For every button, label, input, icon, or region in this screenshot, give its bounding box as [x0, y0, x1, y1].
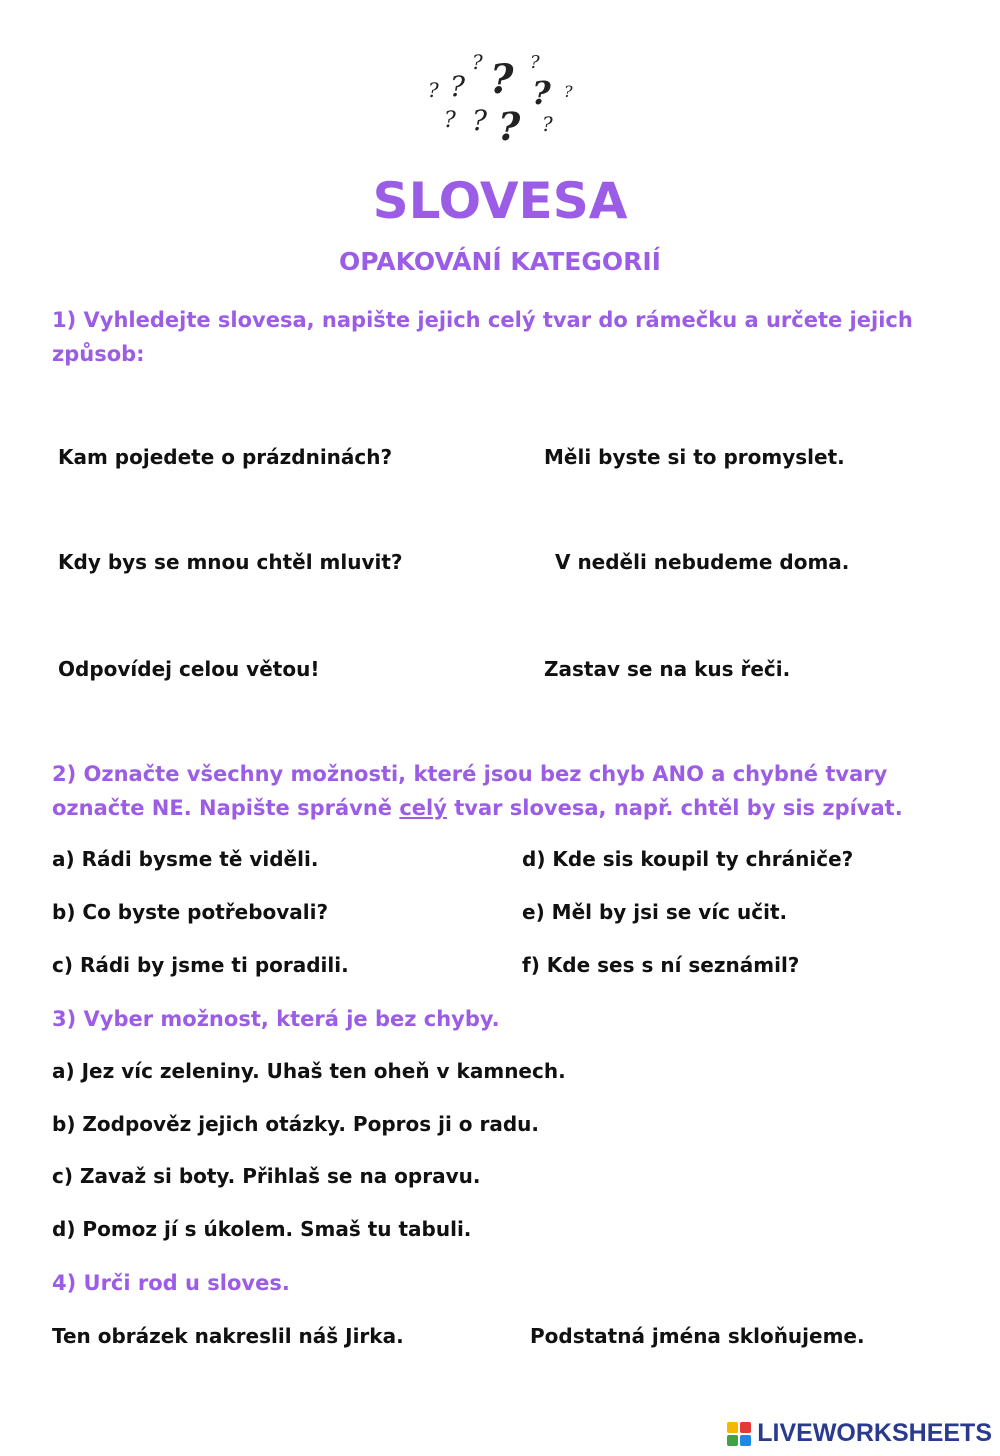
question-marks-icon: ? ? ? ? ? ? ? ? ? ? ? — [428, 50, 573, 149]
task2-instruction-underlined: celý — [399, 796, 447, 820]
task4-instruction: 4) Urči rod u sloves. — [52, 1271, 290, 1295]
task1-instruction: 1) Vyhledejte slovesa, napište jejich celý tvar do rámečku a určete jejich způsob: — [52, 308, 913, 366]
task1-sentence: Měli byste si to promyslet. — [544, 445, 845, 469]
page-subtitle: OPAKOVÁNÍ KATEGORIÍ — [339, 247, 661, 276]
task3-item: a) Jez víc zeleniny. Uhaš ten oheň v kamnech. — [52, 1059, 566, 1083]
liveworksheets-logo-icon — [727, 1422, 751, 1446]
task3-instruction: 3) Vyber možnost, která je bez chyby. — [52, 1007, 500, 1031]
brand-text: LIVEWORKSHEETS — [757, 1419, 992, 1447]
task3-item: d) Pomoz jí s úkolem. Smaš tu tabuli. — [52, 1217, 472, 1241]
task2-item: b) Co byste potřebovali? — [52, 900, 329, 924]
liveworksheets-brand[interactable] — [727, 1419, 992, 1448]
task4-sentence: Ten obrázek nakreslil náš Jirka. — [52, 1324, 404, 1348]
task1-sentence: Zastav se na kus řeči. — [544, 657, 791, 681]
task2-instruction — [52, 757, 952, 825]
task2-item: e) Měl by jsi se víc učit. — [522, 900, 788, 924]
task2-item: c) Rádi by jsme ti poradili. — [52, 953, 349, 977]
task2-instruction-part1: 2) Označte všechny možnosti, které jsou bez chyb ANO a chybné tvary označte NE. Napište správně — [52, 762, 888, 820]
task1-sentence: Kam pojedete o prázdninách? — [58, 445, 393, 469]
task4-sentence: Podstatná jména skloňujeme. — [530, 1324, 865, 1348]
task2-instruction-part2: tvar slovesa, např. chtěl by sis zpívat. — [446, 796, 903, 820]
task3-item: c) Zavaž si boty. Přihlaš se na opravu. — [52, 1164, 481, 1188]
task2-item: f) Kde ses s ní seznámil? — [522, 953, 800, 977]
page-title: SLOVESA — [372, 172, 628, 230]
task3-item: b) Zodpověz jejich otázky. Popros ji o radu. — [52, 1112, 540, 1136]
task2-item: a) Rádi bysme tě viděli. — [52, 847, 319, 871]
task2-item: d) Kde sis koupil ty chrániče? — [522, 847, 854, 871]
task1-sentence: V neděli nebudeme doma. — [555, 550, 850, 574]
task1-sentence: Odpovídej celou větou! — [58, 657, 320, 681]
task1-sentence: Kdy bys se mnou chtěl mluvit? — [58, 550, 403, 574]
